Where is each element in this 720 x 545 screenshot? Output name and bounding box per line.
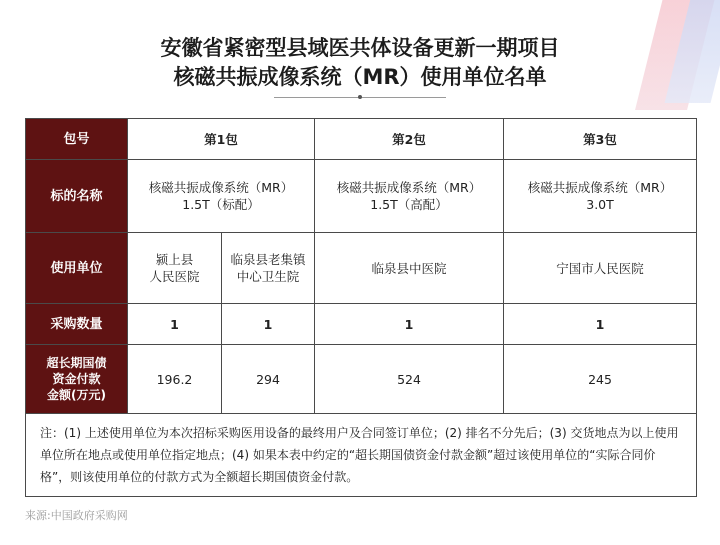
row-header-unit: 使用单位	[26, 233, 128, 304]
package-3-name	[504, 160, 697, 233]
row-header-package: 包号	[26, 119, 128, 160]
package-3-name-line1: 核磁共振成像系统（MR）	[527, 180, 673, 195]
row-header-name: 标的名称	[26, 160, 128, 233]
unit-1a-line1: 颍上县	[155, 252, 194, 267]
package-1-name-line2: 1.5T（标配）	[182, 197, 260, 212]
page-title	[0, 34, 720, 92]
amount-header-line1: 超长期国债	[46, 356, 107, 370]
package-2-name-line1: 核磁共振成像系统（MR）	[336, 180, 482, 195]
quantity-1a: 1	[128, 304, 222, 345]
package-1-name	[128, 160, 315, 233]
package-3-name-line2: 3.0T	[586, 197, 614, 212]
amount-3: 245	[504, 345, 697, 414]
units-table	[25, 118, 697, 497]
table-row-package	[26, 119, 697, 160]
source-caption: 来源:中国政府采购网	[25, 509, 128, 522]
title-divider	[274, 97, 446, 98]
divider-dot	[358, 95, 362, 99]
table-row-unit	[26, 233, 697, 304]
table-row-note	[26, 414, 697, 497]
quantity-2: 1	[315, 304, 504, 345]
amount-header-line3: 金额(万元)	[47, 388, 106, 402]
table-row-quantity	[26, 304, 697, 345]
package-2-label: 第2包	[315, 119, 504, 160]
table-note: 注：(1) 上述使用单位为本次招标采购医用设备的最终用户及合同签订单位；(2) 排名不分先后；(3) 交货地点为以上使用单位所在地点或使用单位指定地点；(4) 如果本表中约定的“超长期国债资金付款金额”超过该使用单位的“实际合同价格”，则该使用单位的付款方式为全额超长期国债资金付款。	[26, 414, 697, 497]
quantity-1b: 1	[222, 304, 315, 345]
amount-1a: 196.2	[128, 345, 222, 414]
row-header-amount	[26, 345, 128, 414]
package-3-label: 第3包	[504, 119, 697, 160]
unit-cell-2: 临泉县中医院	[315, 233, 504, 304]
package-1-name-line1: 核磁共振成像系统（MR）	[148, 180, 294, 195]
unit-1b-line1: 临泉县老集镇	[230, 252, 306, 267]
quantity-3: 1	[504, 304, 697, 345]
unit-1a-line2: 人民医院	[149, 269, 200, 284]
package-2-name-line2: 1.5T（高配）	[370, 197, 448, 212]
unit-1b-line2: 中心卫生院	[236, 269, 300, 284]
package-2-name	[315, 160, 504, 233]
unit-cell-1a	[128, 233, 222, 304]
row-header-quantity: 采购数量	[26, 304, 128, 345]
unit-cell-3: 宁国市人民医院	[504, 233, 697, 304]
amount-header-line2: 资金付款	[52, 372, 101, 386]
title-line-2: 核磁共振成像系统（MR）使用单位名单	[173, 65, 547, 89]
amount-1b: 294	[222, 345, 315, 414]
title-line-1: 安徽省紧密型县域医共体设备更新一期项目	[160, 36, 560, 60]
unit-cell-1b	[222, 233, 315, 304]
package-1-label: 第1包	[128, 119, 315, 160]
table-row-name	[26, 160, 697, 233]
amount-2: 524	[315, 345, 504, 414]
table-row-amount	[26, 345, 697, 414]
